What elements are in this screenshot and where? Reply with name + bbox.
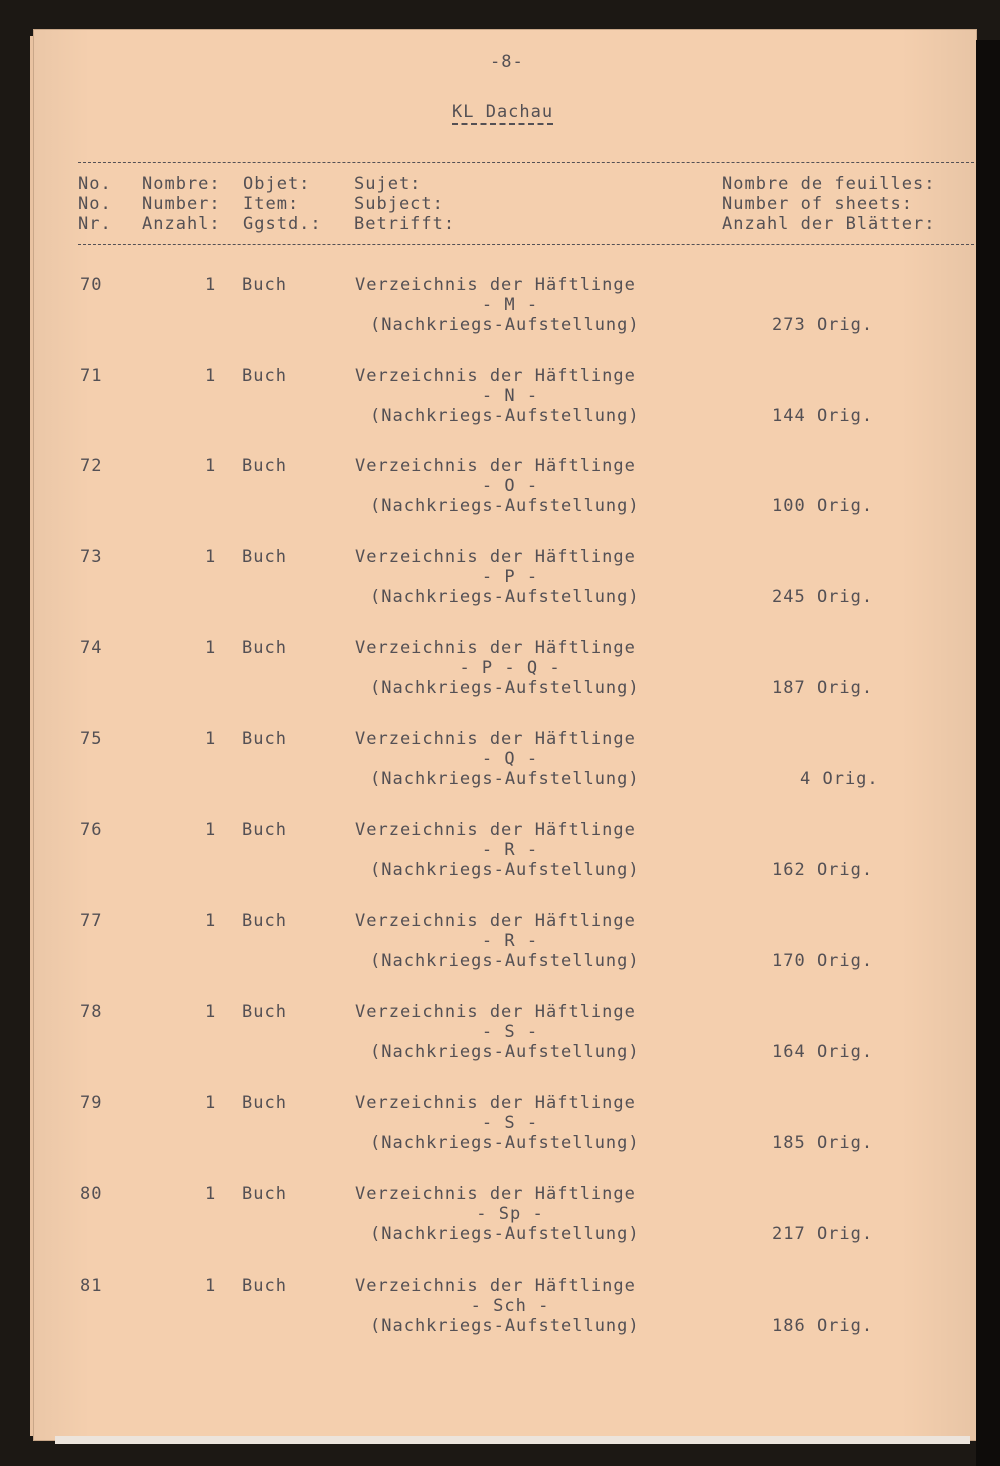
entry-quantity: 1 <box>205 911 217 931</box>
entry-quantity: 1 <box>205 729 217 749</box>
entry-sheets: 4 Orig. <box>800 769 879 789</box>
entry-subject: Verzeichnis der Häftlinge <box>355 911 636 931</box>
entry-item: Buch <box>242 1002 287 1022</box>
entry-number: 75 <box>80 729 103 749</box>
entry-subject-letter: - S - <box>481 1022 539 1042</box>
entry-quantity: 1 <box>205 638 217 658</box>
entry-subject-note: (Nachkriegs-Aufstellung) <box>370 769 640 789</box>
entry-sheets: 217 Orig. <box>772 1224 874 1244</box>
entry-subject: Verzeichnis der Häftlinge <box>355 366 636 386</box>
entry-item: Buch <box>242 638 287 658</box>
entry-subject: Verzeichnis der Häftlinge <box>355 729 636 749</box>
header-rule-top <box>78 162 974 163</box>
header-sheets-en: Number of sheets: <box>722 194 913 214</box>
entry-subject-letter: - R - <box>481 931 539 951</box>
entry-item: Buch <box>242 1093 287 1113</box>
entry-subject: Verzeichnis der Häftlinge <box>355 1276 636 1296</box>
entry-subject: Verzeichnis der Häftlinge <box>355 1002 636 1022</box>
entry-subject-note: (Nachkriegs-Aufstellung) <box>370 406 640 426</box>
entry-number: 77 <box>80 911 103 931</box>
entry-number: 79 <box>80 1093 103 1113</box>
entry-sheets: 273 Orig. <box>772 315 874 335</box>
entry-number: 81 <box>80 1276 103 1296</box>
entry-subject-note: (Nachkriegs-Aufstellung) <box>370 1316 640 1336</box>
page-number: -8- <box>490 52 524 72</box>
entry-quantity: 1 <box>205 366 217 386</box>
entry-number: 70 <box>80 275 103 295</box>
entry-item: Buch <box>242 547 287 567</box>
entry-sheets: 186 Orig. <box>772 1316 874 1336</box>
entry-quantity: 1 <box>205 1002 217 1022</box>
header-sheets-de: Anzahl der Blätter: <box>722 214 936 234</box>
entry-item: Buch <box>242 729 287 749</box>
header-no-de: Nr. <box>78 214 112 234</box>
header-item-de: Ggstd.: <box>243 214 322 234</box>
entry-item: Buch <box>242 1276 287 1296</box>
entry-item: Buch <box>242 366 287 386</box>
entry-subject-note: (Nachkriegs-Aufstellung) <box>370 587 640 607</box>
table-row <box>0 275 1000 355</box>
entry-sheets: 164 Orig. <box>772 1042 874 1062</box>
table-row <box>0 1002 1000 1082</box>
entry-subject: Verzeichnis der Häftlinge <box>355 820 636 840</box>
entry-subject: Verzeichnis der Häftlinge <box>355 275 636 295</box>
table-row <box>0 820 1000 900</box>
entry-item: Buch <box>242 456 287 476</box>
header-sheets-fr: Nombre de feuilles: <box>722 174 936 194</box>
entry-number: 72 <box>80 456 103 476</box>
entry-number: 74 <box>80 638 103 658</box>
entry-number: 73 <box>80 547 103 567</box>
entry-number: 78 <box>80 1002 103 1022</box>
header-number-de: Anzahl: <box>142 214 221 234</box>
header-no-fr: No. <box>78 174 112 194</box>
entry-quantity: 1 <box>205 456 217 476</box>
header-number-fr: Nombre: <box>142 174 221 194</box>
table-row <box>0 1093 1000 1173</box>
entry-subject-note: (Nachkriegs-Aufstellung) <box>370 496 640 516</box>
header-rule-bottom <box>78 244 974 245</box>
entry-number: 80 <box>80 1184 103 1204</box>
table-row <box>0 547 1000 627</box>
entry-item: Buch <box>242 275 287 295</box>
entry-subject-note: (Nachkriegs-Aufstellung) <box>370 860 640 880</box>
table-row <box>0 911 1000 991</box>
table-row <box>0 729 1000 809</box>
entry-subject: Verzeichnis der Häftlinge <box>355 456 636 476</box>
entry-subject-letter: - Sp - <box>476 1204 544 1224</box>
entry-quantity: 1 <box>205 547 217 567</box>
entry-number: 76 <box>80 820 103 840</box>
entry-subject-note: (Nachkriegs-Aufstellung) <box>370 1042 640 1062</box>
header-subject-en: Subject: <box>354 194 444 214</box>
header-subject-de: Betrifft: <box>354 214 456 234</box>
table-row <box>0 366 1000 446</box>
header-subject-fr: Sujet: <box>354 174 422 194</box>
header-number-en: Number: <box>142 194 221 214</box>
entry-quantity: 1 <box>205 1184 217 1204</box>
page-bottom-strip <box>55 1436 970 1444</box>
entry-subject-note: (Nachkriegs-Aufstellung) <box>370 678 640 698</box>
entry-sheets: 100 Orig. <box>772 496 874 516</box>
entry-subject-note: (Nachkriegs-Aufstellung) <box>370 1133 640 1153</box>
entry-subject-note: (Nachkriegs-Aufstellung) <box>370 1224 640 1244</box>
entry-subject-note: (Nachkriegs-Aufstellung) <box>370 315 640 335</box>
entry-subject-letter: - P - Q - <box>459 658 561 678</box>
table-row <box>0 638 1000 718</box>
entry-subject: Verzeichnis der Häftlinge <box>355 638 636 658</box>
entry-item: Buch <box>242 1184 287 1204</box>
entry-subject: Verzeichnis der Häftlinge <box>355 1184 636 1204</box>
page-title: KL Dachau <box>452 102 553 125</box>
header-item-en: Item: <box>243 194 300 214</box>
entry-subject-letter: - S - <box>481 1113 539 1133</box>
table-row <box>0 1184 1000 1264</box>
entry-number: 71 <box>80 366 103 386</box>
entry-subject-letter: - M - <box>481 295 539 315</box>
table-row <box>0 1276 1000 1356</box>
entry-subject-letter: - O - <box>481 476 539 496</box>
entry-sheets: 162 Orig. <box>772 860 874 880</box>
header-item-fr: Objet: <box>243 174 311 194</box>
table-row <box>0 456 1000 536</box>
entry-subject: Verzeichnis der Häftlinge <box>355 547 636 567</box>
entry-subject-letter: - P - <box>481 567 539 587</box>
entry-quantity: 1 <box>205 275 217 295</box>
entry-sheets: 245 Orig. <box>772 587 874 607</box>
entry-quantity: 1 <box>205 820 217 840</box>
entry-quantity: 1 <box>205 1093 217 1113</box>
entry-item: Buch <box>242 911 287 931</box>
entry-sheets: 185 Orig. <box>772 1133 874 1153</box>
entry-subject-letter: - R - <box>481 840 539 860</box>
entry-subject-letter: - Sch - <box>470 1296 550 1316</box>
entry-sheets: 144 Orig. <box>772 406 874 426</box>
entry-subject: Verzeichnis der Häftlinge <box>355 1093 636 1113</box>
entry-subject-note: (Nachkriegs-Aufstellung) <box>370 951 640 971</box>
entry-subject-letter: - N - <box>481 386 539 406</box>
entry-quantity: 1 <box>205 1276 217 1296</box>
entry-subject-letter: - Q - <box>481 749 539 769</box>
entry-sheets: 170 Orig. <box>772 951 874 971</box>
entry-item: Buch <box>242 820 287 840</box>
entry-sheets: 187 Orig. <box>772 678 874 698</box>
header-no-en: No. <box>78 194 112 214</box>
